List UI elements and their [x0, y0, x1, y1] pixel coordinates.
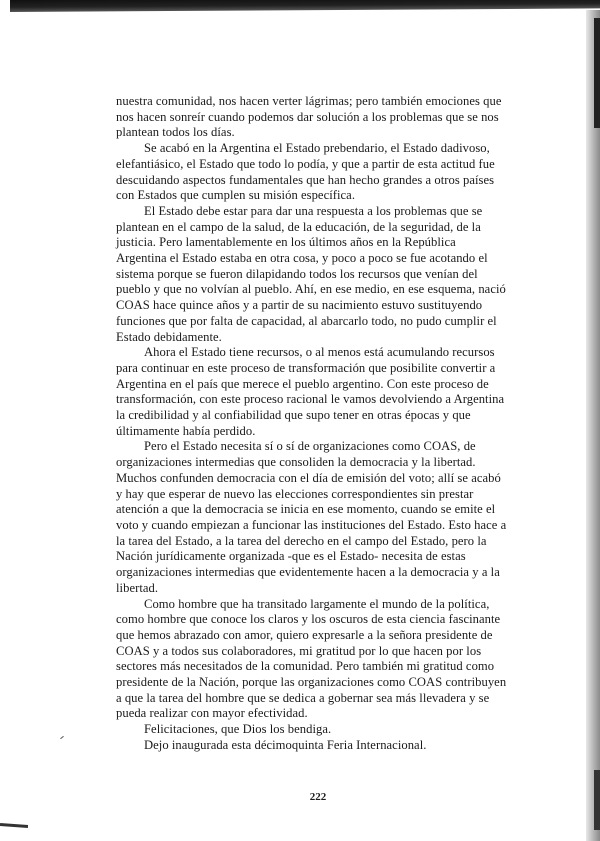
- paragraph-8: [116, 738, 522, 754]
- text-line: transformación, con este proceso racional le vamos devolviendo a Argentina: [116, 392, 505, 407]
- text-line: Estado debidamente.: [116, 329, 222, 344]
- paragraph-5: [116, 439, 522, 596]
- text-line: Argentina el Estado estaba en otra cosa, y poco a poco se fue acotando el: [116, 251, 488, 266]
- scan-artifact-mark: [0, 823, 28, 828]
- text-line: elefantiásico, el Estado que todo lo podía, y que a partir de esta actitud fue: [116, 156, 495, 171]
- text-line: nos hacen sonreír cuando podemos dar solución a los problemas que se nos: [116, 109, 499, 124]
- text-line: organizaciones intermedias que consoliden la democracia y la libertad.: [116, 455, 476, 470]
- text-line: con Estados que cumplen su misión específica.: [116, 188, 356, 203]
- text-line: Muchos confunden democracia con el día de emisión del voto; allí se acabó: [116, 470, 501, 485]
- text-line: sistema porque se fueron dilapidando todos los recursos que venían del: [116, 266, 478, 281]
- text-line: justicia. Pero lamentablemente en los últimos años en la República: [116, 235, 456, 250]
- text-line: Se acabó en la Argentina el Estado prebendario, el Estado dadivoso,: [144, 141, 490, 156]
- text-line: presidente de la Nación, porque las organizaciones como COAS contribuyen: [116, 675, 507, 690]
- text-line: últimamente había perdido.: [116, 423, 256, 438]
- text-line: Como hombre que ha transitado largamente el mundo de la política,: [144, 596, 490, 611]
- text-line: pueblo y que no volvían al pueblo. Ahí, en ese medio, en ese esquema, nació: [116, 282, 506, 297]
- text-line: Dejo inaugurada esta décimoquinta Feria Internacional.: [144, 737, 427, 752]
- text-line: para continuar en este proceso de transformación que posibilite convertir a: [116, 360, 496, 375]
- text-line: Ahora el Estado tiene recursos, o al menos está acumulando recursos: [144, 345, 495, 360]
- text-line: descuidando aspectos fundamentales que han hecho grandes a otros países: [116, 172, 495, 187]
- page-number: 222: [309, 791, 327, 803]
- text-line: Nación jurídicamente organizada -que es el Estado- necesita de estas: [116, 549, 466, 564]
- text-line: plantean en el campo de la salud, de la educación, de la seguridad, de la: [116, 219, 481, 234]
- text-line: libertad.: [116, 580, 159, 595]
- text-line: Pero el Estado necesita sí o sí de organizaciones como COAS, de: [144, 439, 476, 454]
- text-line: funciones que por falta de capacidad, al abarcarlo todo, no pudo cumplir el: [116, 313, 497, 328]
- text-line: a que la tarea del hombre que se dedica a gobernar sea más llevadera y se: [116, 690, 490, 705]
- text-line: plantean todos los días.: [116, 125, 235, 140]
- scan-right-edge: [586, 10, 600, 841]
- text-line: la tarea del Estado, a la tarea del derecho en el campo del Estado, pero la: [116, 533, 487, 548]
- text-line: voto y cuando empiezan a funcionar las instituciones del Estado. Esto hace a: [116, 517, 507, 532]
- text-line: COAS hace quince años y a partir de su nacimiento estuvo sustituyendo: [116, 298, 483, 313]
- paragraph-6: [116, 597, 522, 723]
- paragraph-7: [116, 722, 522, 738]
- text-line: y hay que esperar de nuevo las elecciones correspondientes sin prestar: [116, 486, 474, 501]
- text-line: COAS y a todos sus colaboradores, mi gratitud por lo que hacen por los: [116, 643, 482, 658]
- paragraph-3: [116, 204, 522, 345]
- text-line: pueda realizar con mayor efectividad.: [116, 706, 308, 721]
- text-line: como hombre que conoce los claros y los oscuros de esta ciencia fascinante: [116, 612, 501, 627]
- scan-top-edge: [10, 0, 600, 12]
- text-line: que hemos abrazado con amor, quiero expresarle a la señora presidente de: [116, 627, 493, 642]
- scan-artifact-speck: [60, 736, 64, 739]
- text-line: la credibilidad y al confiabilidad que supo tener en otras épocas y que: [116, 408, 471, 423]
- text-line: sectores más necesitados de la comunidad. Pero también mi gratitud como: [116, 659, 495, 674]
- text-line: Felicitaciones, que Dios los bendiga.: [144, 722, 332, 737]
- text-line: atención a que la democracia se inicia en ese momento, cuando se emite el: [116, 502, 496, 517]
- text-line: El Estado debe estar para dar una respuesta a los problemas que se: [144, 203, 483, 218]
- paragraph-1: [116, 94, 522, 141]
- paragraph-4: [116, 345, 522, 439]
- text-line: nuestra comunidad, nos hacen verter lágrimas; pero también emociones que: [116, 94, 502, 108]
- text-line: organizaciones intermedias que evidentemente hacen a la democracia y a la: [116, 565, 500, 580]
- paragraph-2: [116, 141, 522, 204]
- scan-right-shadow-top: [594, 18, 600, 128]
- body-text: [116, 94, 522, 754]
- text-line: Argentina en el país que merece el pueblo argentino. Con este proceso de: [116, 376, 489, 391]
